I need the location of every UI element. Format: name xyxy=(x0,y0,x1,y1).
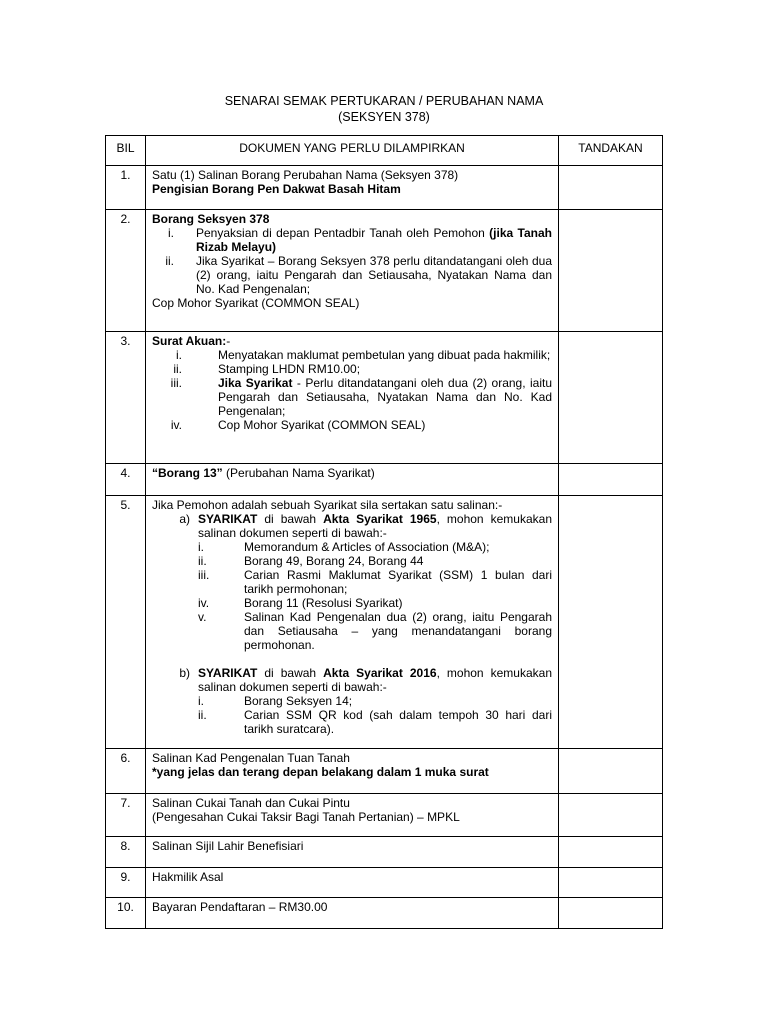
list-marker: iii. xyxy=(170,376,182,390)
sublist-a xyxy=(152,512,552,540)
list-item xyxy=(152,540,552,554)
table-row xyxy=(106,794,663,837)
list-marker: i. xyxy=(168,226,174,240)
list-text: Menyatakan maklumat pembetulan yang dibuat pada hakmilik; xyxy=(218,348,551,362)
list-text: , mohon kemukakan salinan dokumen seperti di bawah:- xyxy=(198,666,552,694)
document-title: SENARAI SEMAK PERTUKARAN / PERUBAHAN NAMA xyxy=(224,94,544,108)
header-tandakan: TANDAKAN xyxy=(559,136,663,166)
list-text: - Perlu ditandatangani oleh dua (2) orang, iaitu Pengarah dan Setiausaha, Nyatakan Nama dan No. Kad Pengenalan; xyxy=(218,376,552,418)
list-text: Jika Syarikat – Borang Seksyen 378 perlu ditandatangani oleh dua (2) orang, iaitu Pengarah dan Setiausaha, Nyatakan Nama dan No. Kad Pengenalan; xyxy=(196,254,552,296)
list-text: di bawah xyxy=(257,666,324,680)
row-content xyxy=(146,332,559,464)
tick-cell[interactable] xyxy=(559,210,663,332)
list-item xyxy=(152,226,552,254)
row-content xyxy=(146,749,559,794)
row-content xyxy=(146,794,559,837)
row-content xyxy=(146,464,559,496)
list-text: Salinan Kad Pengenalan dua (2) orang, iaitu Pengarah dan Setiausaha – yang menandatangani borang permohonan. xyxy=(244,610,552,652)
row-note: *yang jelas dan terang depan belakang dalam 1 muka surat xyxy=(152,765,489,779)
tick-cell[interactable] xyxy=(559,837,663,868)
row-number: 8. xyxy=(106,837,146,868)
header-dokumen: DOKUMEN YANG PERLU DILAMPIRKAN xyxy=(146,136,559,166)
list-item xyxy=(152,348,552,362)
list-text: Stamping LHDN RM10.00; xyxy=(218,362,361,376)
list-text: Borang 49, Borang 24, Borang 44 xyxy=(244,554,424,568)
list-text: Penyaksian di depan Pentadbir Tanah oleh Pemohon xyxy=(196,226,490,240)
row-footer: Cop Mohor Syarikat (COMMON SEAL) xyxy=(152,296,360,310)
row-heading: Surat Akuan: xyxy=(152,334,227,348)
row-note: Pengisian Borang Pen Dakwat Basah Hitam xyxy=(152,182,401,196)
row-number: 2. xyxy=(106,210,146,332)
list-item xyxy=(152,694,552,708)
list-text: Carian SSM QR kod (sah dalam tempoh 30 hari dari tarikh suratcara). xyxy=(244,708,552,736)
list-text-bold: Jika Syarikat xyxy=(218,376,293,390)
list-item xyxy=(152,596,552,610)
list-marker: b) xyxy=(179,666,190,680)
row-number: 3. xyxy=(106,332,146,464)
list-marker: i. xyxy=(198,694,204,708)
list-marker: ii. xyxy=(173,362,182,376)
list-marker: ii. xyxy=(198,708,207,722)
list-item xyxy=(152,376,552,418)
checklist-table xyxy=(105,135,663,929)
list-item xyxy=(152,568,552,596)
tick-cell[interactable] xyxy=(559,868,663,898)
row-text: Satu (1) Salinan Borang Perubahan Nama (Seksyen 378) xyxy=(152,168,459,182)
row-content xyxy=(146,496,559,749)
list-text: Memorandum & Articles of Association (M&A); xyxy=(244,540,490,554)
list-marker: i. xyxy=(176,348,182,362)
list-text: , mohon kemukakan salinan dokumen seperti di bawah:- xyxy=(198,512,552,540)
sublist-b-items xyxy=(152,694,552,736)
list-marker: v. xyxy=(198,610,207,624)
table-header-row xyxy=(106,136,663,166)
header-bil: BIL xyxy=(106,136,146,166)
row-number: 5. xyxy=(106,496,146,749)
table-row xyxy=(106,166,663,210)
list-text: Borang Seksyen 14; xyxy=(244,694,353,708)
list-text-bold: SYARIKAT xyxy=(198,666,258,680)
tick-cell[interactable] xyxy=(559,898,663,929)
list-item xyxy=(152,708,552,736)
list-text: Carian Rasmi Maklumat Syarikat (SSM) 1 bulan dari tarikh permohonan; xyxy=(244,568,552,596)
list-marker: iv. xyxy=(170,418,182,432)
row-content: Bayaran Pendaftaran – RM30.00 xyxy=(146,898,559,929)
tick-cell[interactable] xyxy=(559,332,663,464)
list-marker: i. xyxy=(198,540,204,554)
row-content: Salinan Sijil Lahir Benefisiari xyxy=(146,837,559,868)
list-marker: iv. xyxy=(198,596,210,610)
list-text-bold: Akta Syarikat 1965 xyxy=(323,512,437,526)
table-row xyxy=(106,496,663,749)
row-text: Salinan Kad Pengenalan Tuan Tanah xyxy=(152,751,350,765)
tick-cell[interactable] xyxy=(559,794,663,837)
row-number: 9. xyxy=(106,868,146,898)
list-text-bold: (jika Tanah Rizab Melayu) xyxy=(196,226,552,254)
tick-cell[interactable] xyxy=(559,166,663,210)
list-marker: ii. xyxy=(165,254,174,268)
table-row xyxy=(106,210,663,332)
row-intro: Jika Pemohon adalah sebuah Syarikat sila sertakan satu salinan:- xyxy=(152,498,503,512)
list-item xyxy=(152,610,552,652)
row-number: 4. xyxy=(106,464,146,496)
row-number: 7. xyxy=(106,794,146,837)
list-item xyxy=(152,254,552,296)
table-row xyxy=(106,898,663,929)
list-text-bold: SYARIKAT xyxy=(198,512,258,526)
table-row xyxy=(106,837,663,868)
list-item xyxy=(152,554,552,568)
row-number: 10. xyxy=(106,898,146,929)
list-item xyxy=(152,362,552,376)
document-subtitle: (SEKSYEN 378) xyxy=(338,110,430,124)
row-note: (Pengesahan Cukai Taksir Bagi Tanah Pertanian) – MPKL xyxy=(152,810,460,824)
table-row xyxy=(106,332,663,464)
list-text: Cop Mohor Syarikat (COMMON SEAL) xyxy=(218,418,426,432)
table-row xyxy=(106,868,663,898)
list-marker: ii. xyxy=(198,554,207,568)
list-text: di bawah xyxy=(257,512,324,526)
list-marker: a) xyxy=(179,512,190,526)
tick-cell[interactable] xyxy=(559,464,663,496)
row-heading: Borang Seksyen 378 xyxy=(152,212,270,226)
row-content xyxy=(146,210,559,332)
row-text: (Perubahan Nama Syarikat) xyxy=(222,466,375,480)
row-number: 1. xyxy=(106,166,146,210)
sublist-a-items xyxy=(152,540,552,652)
row-text-bold: “Borang 13” xyxy=(152,466,223,480)
list-text: Borang 11 (Resolusi Syarikat) xyxy=(244,596,403,610)
row-content xyxy=(146,166,559,210)
row-text: Salinan Cukai Tanah dan Cukai Pintu xyxy=(152,796,350,810)
row-number: 6. xyxy=(106,749,146,794)
row-content: Hakmilik Asal xyxy=(146,868,559,898)
table-row xyxy=(106,464,663,496)
list-item xyxy=(152,418,552,432)
row-heading-suffix: - xyxy=(226,334,231,348)
list-marker: iii. xyxy=(198,568,210,582)
table-row xyxy=(106,749,663,794)
sublist-b xyxy=(152,666,552,694)
list-text-bold: Akta Syarikat 2016 xyxy=(323,666,437,680)
tick-cell[interactable] xyxy=(559,496,663,749)
tick-cell[interactable] xyxy=(559,749,663,794)
